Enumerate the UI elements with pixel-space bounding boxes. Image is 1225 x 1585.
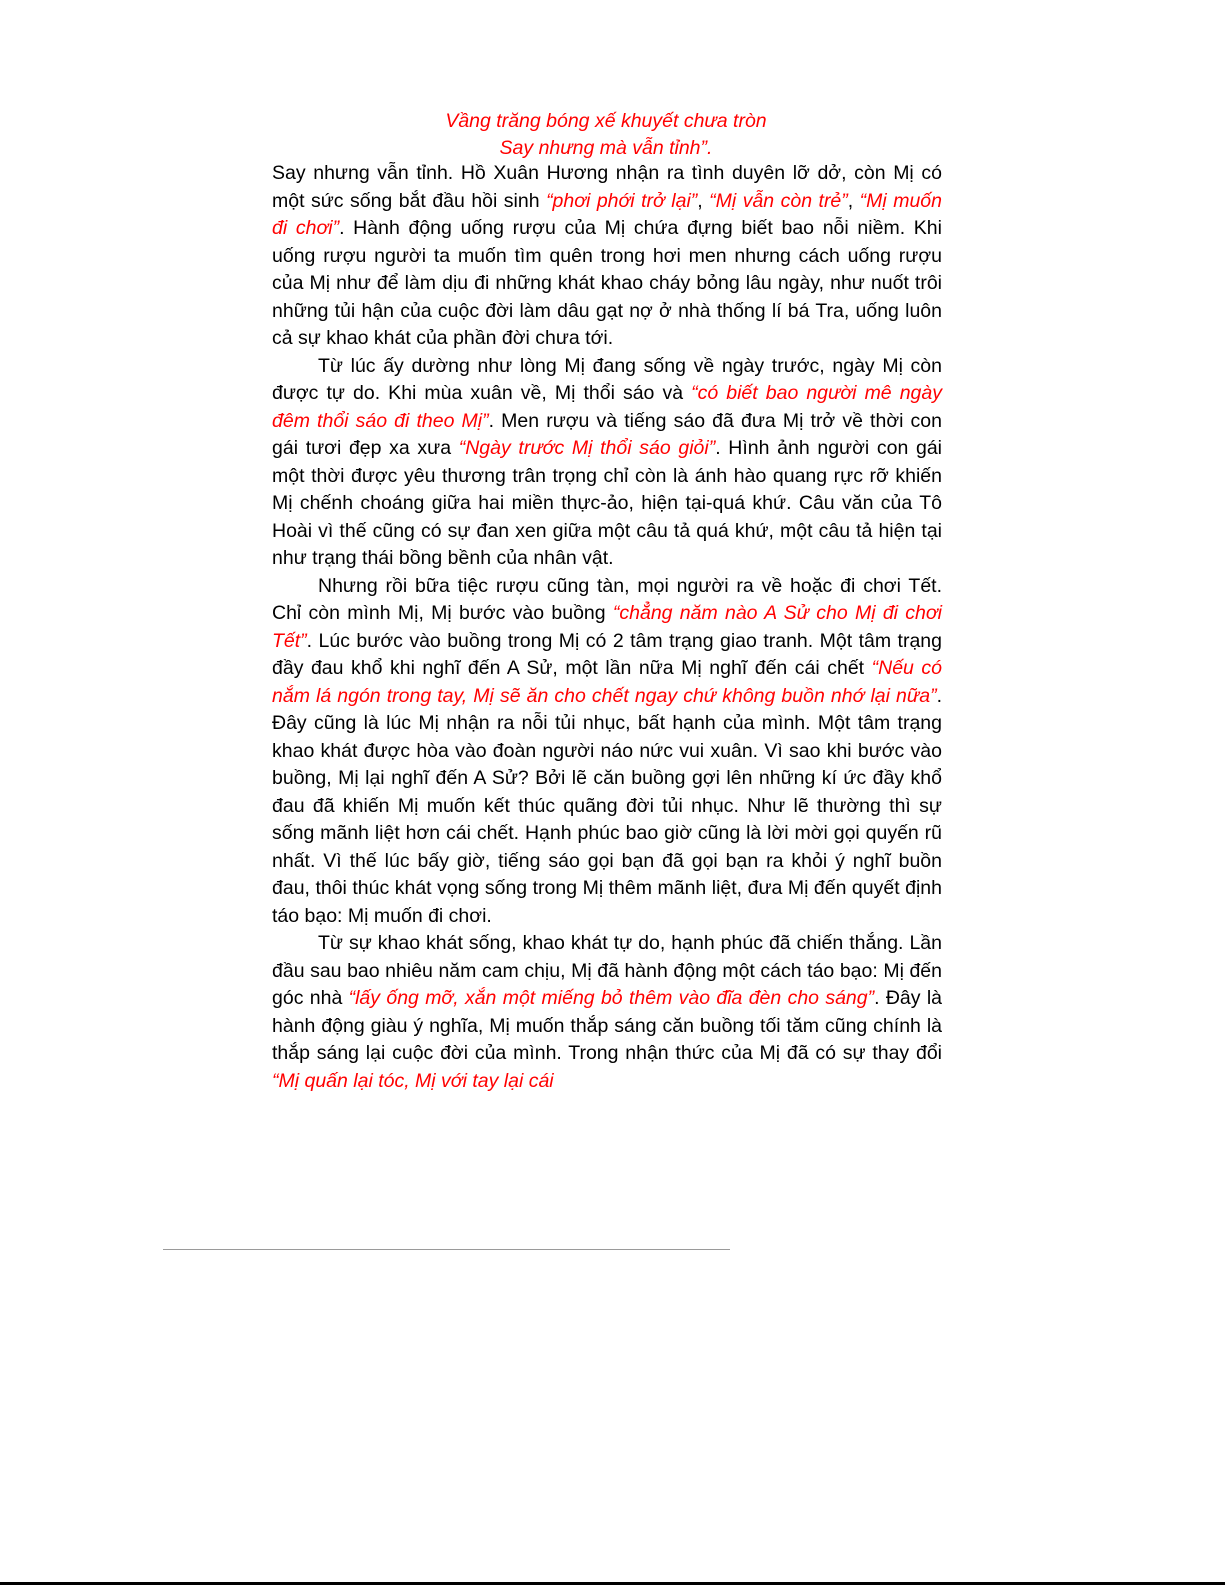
paragraph-text: . Men rượu và tiếng sáo đã đưa Mị trở về thời con gái tươi đẹp xa xưa bbox=[272, 409, 942, 459]
poem-line-2: Say nhưng mà vẫn tỉnh”. bbox=[499, 137, 713, 159]
paragraph-text: . Hình ảnh người con gái một thời được yêu thương trân trọng chỉ còn là ánh hào quang rực rỡ khiến Mị chếnh choáng giữa hai miền thực-ảo, hiện tại-quá khứ. Câu văn của Tô Hoài vì thế cũng có sự đan xen giữa một câu tả quá khứ, một câu tả hiện tại như trạng thái bồng bềnh của nhân vật. bbox=[272, 437, 943, 569]
quoted-text: “lấy ống mỡ, xắn một miếng bỏ thêm vào đĩa đèn cho sáng” bbox=[348, 987, 875, 1009]
quoted-text: “Ngày trước Mị thổi sáo giỏi” bbox=[458, 437, 716, 459]
paragraph-text: . Hành động uống rượu của Mị chứa đựng biết bao nỗi niềm. Khi uống rượu người ta muốn tìm quên trong hơi men nhưng cách uống rượu của Mị như để làm dịu đi những khát khao cháy bỏng lâu ngày, như nuốt trôi những tủi hận của cuộc đời làm dâu gạt nợ ở nhà thống lí bá Tra, uống luôn cả sự khao khát của phần đời chưa tới. bbox=[272, 217, 942, 349]
paragraph-text: , bbox=[697, 189, 710, 212]
quoted-text: “Mị quấn lại tóc, Mị với tay lại cái bbox=[272, 1069, 554, 1092]
quoted-text: “Mị muốn đi chơi” bbox=[272, 189, 942, 239]
paragraph-text: Từ sự khao khát sống, khao khát tự do, hạnh phúc đã chiến thắng. Lần đầu sau bao nhiêu năm cam chịu, Mị đã hành động một cách táo bạo: Mị đến góc nhà bbox=[272, 932, 942, 1009]
quoted-text: “chẳng năm nào A Sử cho Mị đi chơi Tết” bbox=[272, 602, 942, 652]
paragraph-text: , bbox=[847, 189, 860, 212]
paragraph bbox=[272, 573, 942, 931]
paragraph-text: . Đây là hành động giàu ý nghĩa, Mị muốn thắp sáng căn buồng tối tăm cũng chính là thắp sáng lại cuộc đời của mình. Trong nhận thức của Mị đã có sự thay đổi bbox=[272, 987, 943, 1064]
paragraph bbox=[272, 930, 942, 1095]
paragraph-text: Nhưng rồi bữa tiệc rượu cũng tàn, mọi người ra về hoặc đi chơi Tết. Chỉ còn mình Mị, Mị bước vào buồng bbox=[272, 574, 942, 624]
quoted-text: “Mị vẫn còn trẻ” bbox=[709, 189, 848, 212]
paragraph-text: Say nhưng vẫn tỉnh. Hồ Xuân Hương nhận ra tình duyên lỡ dở, còn Mị có một sức sống bắt đầu hồi sinh bbox=[272, 162, 942, 212]
quoted-text: “có biết bao người mê ngày đêm thổi sáo đi theo Mị” bbox=[272, 382, 942, 432]
body-text bbox=[272, 160, 942, 1095]
quoted-text: “Nếu có nắm lá ngón trong tay, Mị sẽ ăn cho chết ngay chứ không buồn nhớ lại nữa” bbox=[272, 657, 943, 707]
poem-line-1: Vầng trăng bóng xế khuyết chưa tròn bbox=[445, 110, 767, 132]
poem-quote bbox=[272, 108, 940, 162]
paragraph-text: . Đây cũng là lúc Mị nhận ra nỗi tủi nhục, bất hạnh của mình. Một tâm trạng khao khát được hòa vào đoàn người náo nức vui xuân. Vì sao khi bước vào buồng, Mị lại nghĩ đến A Sử? Bởi lẽ căn buồng gợi lên những kí ức đầy khổ đau đã khiến Mị muốn kết thúc quãng đời tủi nhục. Như lẽ thường thì sự sống mãnh liệt hơn cái chết. Hạnh phúc bao giờ cũng là lời mời gọi quyến rũ nhất. Vì thế lúc bấy giờ, tiếng sáo gọi bạn đã gọi bạn ra khỏi ý nghĩ buồn đau, thôi thúc khát vọng sống trong Mị thêm mãnh liệt, đưa Mị đến quyết định táo bạo: Mị muốn đi chơi. bbox=[272, 684, 942, 927]
paragraph bbox=[272, 353, 942, 573]
paragraph bbox=[272, 160, 942, 353]
paragraph-text: . Lúc bước vào buồng trong Mị có 2 tâm trạng giao tranh. Một tâm trạng đầy đau khổ khi nghĩ đến A Sử, một lần nữa Mị nghĩ đến cái chết bbox=[272, 629, 942, 679]
quoted-text: “phơi phới trở lại” bbox=[546, 189, 698, 212]
paragraph-text: Từ lúc ấy dường như lòng Mị đang sống về ngày trước, ngày Mị còn được tự do. Khi mùa xuân về, Mị thổi sáo và bbox=[272, 354, 942, 404]
footnote-separator bbox=[163, 1249, 730, 1250]
